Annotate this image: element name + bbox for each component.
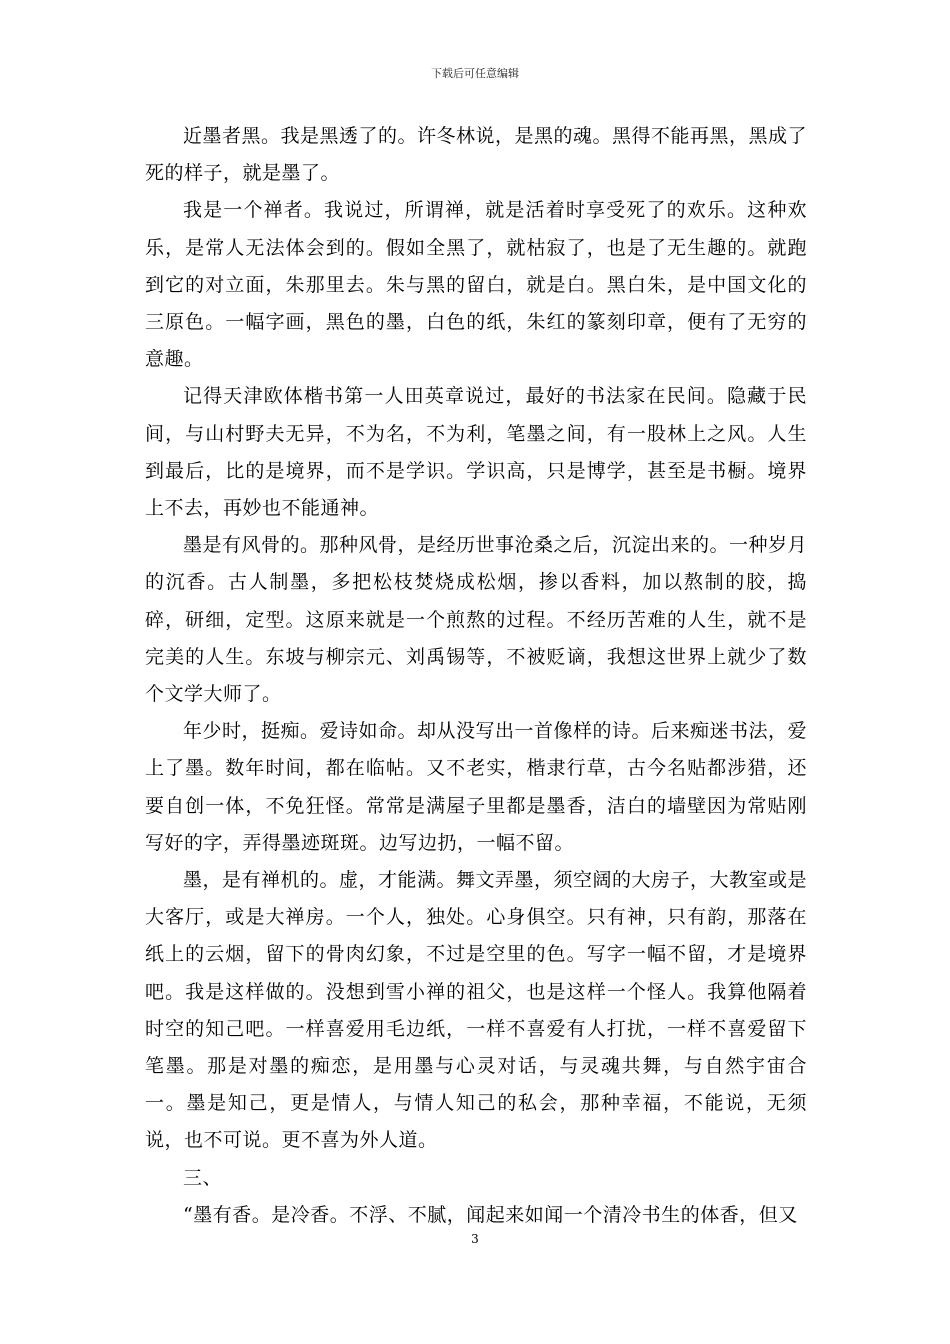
paragraph: 记得天津欧体楷书第一人田英章说过，最好的书法家在民间。隐藏于民间，与山村野夫无异，不为名，不为利，笔墨之间，有一股林上之风。人生到最后，比的是境界，而不是学识。学识高，只是博学，甚至是书橱。境界上不去，再妙也不能通神。 [145, 385, 807, 520]
section-heading: 三、 [183, 1166, 223, 1189]
paragraph: “墨有香。是冷香。不浮、不腻，闻起来如闻一个清冷书生的体香，但又 [183, 1203, 798, 1226]
page-header: 下载后可任意编辑 [431, 67, 519, 80]
paragraph: 我是一个禅者。我说过，所谓禅，就是活着时享受死了的欢乐。这种欢乐，是常人无法体会到的。假如全黑了，就枯寂了，也是了无生趣的。就跑到它的对立面，朱那里去。朱与黑的留白，就是白。黑白朱，是中国文化的三原色。一幅字画，黑色的墨，白色的纸，朱红的篆刻印章，便有了无穷的意趣。 [145, 199, 807, 371]
document-body [145, 118, 807, 1234]
paragraph: 近墨者黑。我是黑透了的。许冬林说，是黑的魂。黑得不能再黑，黑成了死的样子，就是墨了。 [145, 125, 808, 185]
page-number: 3 [471, 1232, 479, 1246]
paragraph: 墨，是有禅机的。虚，才能满。舞文弄墨，须空阔的大房子，大教室或是大客厅，或是大禅房。一个人，独处。心身俱空。只有神，只有韵，那落在纸上的云烟，留下的骨肉幻象，不过是空里的色。写字一幅不留，才是境界吧。我是这样做的。没想到雪小禅的祖父，也是这样一个怪人。我算他隔着时空的知己吧。一样喜爱用毛边纸，一样不喜爱有人打扰，一样不喜爱留下笔墨。那是对墨的痴恋，是用墨与心灵对话，与灵魂共舞，与自然宇宙合一。墨是知己，更是情人，与情人知己的私会，那种幸福，不能说，无须说，也不可说。更不喜为外人道。 [145, 869, 808, 1152]
paragraph: 年少时，挺痴。爱诗如命。却从没写出一首像样的诗。后来痴迷书法，爱上了墨。数年时间，都在临帖。又不老实，楷隶行草，古今名贴都涉猎，还要自创一体，不免狂怪。常常是满屋子里都是墨香，洁白的墙壁因为常贴刚写好的字，弄得墨迹斑斑。边写边扔，一幅不留。 [145, 720, 808, 854]
paragraph: 墨是有风骨的。那种风骨，是经历世事沧桑之后，沉淀出来的。一种岁月的沉香。古人制墨，多把松枝焚烧成松烟，掺以香料，加以熬制的胶，捣碎，研细，定型。这原来就是一个煎熬的过程。不经历苦难的人生，就不是完美的人生。东坡与柳宗元、刘禹锡等，不被贬谪，我想这世界上就少了数个文学大师了。 [145, 534, 808, 706]
